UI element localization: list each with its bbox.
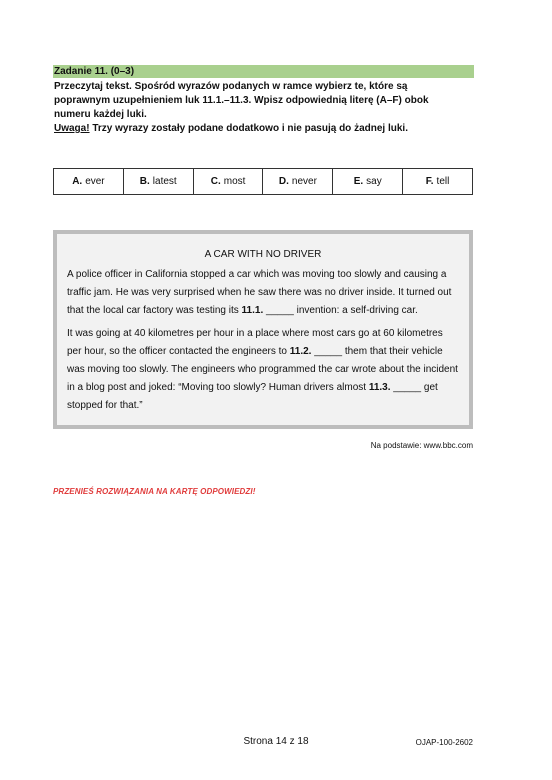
note-text: Trzy wyrazy zostały podane dodatkowo i nie pasują do żadnej luki. bbox=[89, 123, 408, 134]
option-word: most bbox=[223, 176, 246, 187]
word-option-b bbox=[123, 169, 193, 194]
option-letter: A. bbox=[72, 176, 83, 187]
option-word: tell bbox=[436, 176, 450, 187]
word-option-a bbox=[54, 169, 123, 194]
instruction-line: numeru każdej luki. bbox=[54, 109, 147, 120]
paragraph-text: _____ get stopped for that.” bbox=[67, 382, 438, 411]
option-letter: F. bbox=[425, 176, 434, 187]
paragraph-text: _____ them that their vehicle was moving too slowly. The engineers who programmed the car wrote about the incident in a blog post and joked: “Moving too slowly? Human drivers almost bbox=[67, 346, 458, 393]
option-letter: C. bbox=[210, 176, 221, 187]
option-letter: B. bbox=[139, 176, 150, 187]
paragraph-text: _____ invention: a self-driving car. bbox=[263, 305, 418, 316]
paragraph-2 bbox=[67, 325, 459, 415]
note-line bbox=[54, 122, 474, 136]
word-option-c bbox=[193, 169, 263, 194]
paragraph-text: A police officer in California stopped a car which was moving too slowly and causing a traffic jam. He was very surprised when he saw there was no driver inside. It turned out that the local car factory was testing its bbox=[67, 269, 452, 316]
option-word: ever bbox=[85, 176, 105, 187]
word-options-table bbox=[53, 168, 473, 195]
exam-code: OJAP-100-2602 bbox=[415, 738, 473, 747]
task-header: Zadanie 11. (0–3) bbox=[53, 65, 474, 78]
reading-text-box bbox=[53, 230, 473, 429]
word-option-f bbox=[402, 169, 472, 194]
option-letter: D. bbox=[278, 176, 289, 187]
paragraph-1 bbox=[67, 266, 459, 320]
note-label: Uwaga! bbox=[54, 123, 90, 134]
source-note: Na podstawie: www.bbc.com bbox=[370, 441, 473, 450]
word-option-d bbox=[262, 169, 332, 194]
option-word: say bbox=[366, 176, 382, 187]
paragraph-text: It was going at 40 kilometres per hour in a place where most cars go at 60 kilometres per hour, so the officer contacted the engineers to bbox=[67, 328, 443, 357]
instruction-line: Przeczytaj tekst. Spośród wyrazów podanych w ramce wybierz te, które są bbox=[54, 81, 408, 92]
gap-11-1-label: 11.1. bbox=[241, 305, 264, 316]
gap-11-3-label: 11.3. bbox=[368, 382, 391, 393]
gap-11-2-label: 11.2. bbox=[289, 346, 312, 357]
option-word: never bbox=[291, 176, 317, 187]
option-word: latest bbox=[152, 176, 177, 187]
reading-text-inner bbox=[57, 234, 469, 425]
text-title: A CAR WITH NO DRIVER bbox=[204, 249, 322, 260]
instruction-line: poprawnym uzupełnieniem luk 11.1.–11.3. Wpisz odpowiednią literę (A–F) obok bbox=[54, 95, 429, 106]
page-number: Strona 14 z 18 bbox=[243, 736, 309, 747]
task-instructions bbox=[54, 80, 474, 136]
transfer-answers-note: PRZENIEŚ ROZWIĄZANIA NA KARTĘ ODPOWIEDZI! bbox=[53, 487, 256, 496]
option-letter: E. bbox=[353, 176, 364, 187]
word-option-e bbox=[332, 169, 402, 194]
